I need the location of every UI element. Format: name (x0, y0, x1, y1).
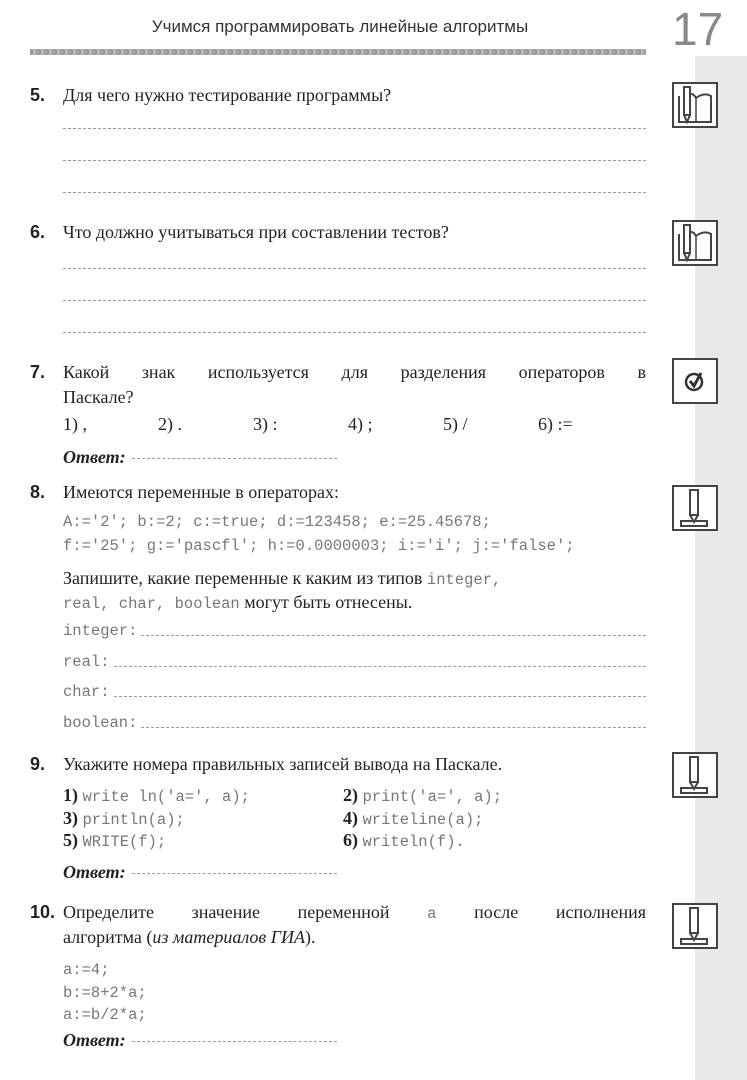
option[interactable]: 3) println(a); (63, 808, 185, 829)
answer-label: Ответ: (63, 447, 126, 467)
instruction (63, 566, 501, 593)
question-text: Что должно учитываться при составлении тестов? (63, 222, 449, 242)
option[interactable]: 4) ; (348, 414, 373, 434)
option[interactable]: 1) write ln('a=', a); (63, 785, 250, 806)
answer-label: Ответ: (63, 1030, 126, 1050)
pencil-icon (672, 903, 718, 949)
type-name: integer, (426, 571, 502, 589)
running-header: Учимся программировать линейные алгоритмы (151, 17, 529, 36)
option[interactable]: 6) := (538, 414, 573, 434)
pencil-book-icon (672, 82, 718, 128)
question-number: 7. (30, 362, 46, 382)
options-row (63, 412, 633, 437)
answer-row (63, 1028, 337, 1053)
option[interactable]: 2) . (158, 414, 182, 434)
option[interactable]: 3) : (253, 414, 278, 434)
integer-field[interactable] (63, 622, 646, 640)
code-line: a:=4; (63, 961, 110, 979)
answer-line[interactable] (63, 128, 646, 129)
answer-input[interactable] (132, 873, 337, 874)
pencil-icon (672, 752, 718, 798)
code-line: A:='2'; b:=2; c:=true; d:=123458; e:=25.45678; (63, 513, 491, 531)
checkmark-icon (672, 358, 718, 404)
question-number: 9. (30, 754, 46, 774)
answer-line[interactable] (63, 332, 646, 333)
pencil-icon (672, 485, 718, 531)
option[interactable]: 5) / (443, 414, 468, 434)
code-line: f:='25'; g:='pascfl'; h:=0.0000003; i:='i'; j:='false'; (63, 537, 575, 555)
header-divider (30, 49, 646, 55)
char-field[interactable] (63, 683, 646, 701)
option[interactable]: 5) WRITE(f); (63, 830, 167, 851)
question-number: 10. (30, 902, 56, 922)
answer-line[interactable] (63, 268, 646, 269)
question-text: алгоритма (из материалов ГИА). (63, 927, 316, 947)
field-label: char: (63, 683, 110, 701)
options-row (63, 828, 623, 855)
code-line: b:=8+2*a; (63, 984, 147, 1002)
question-text: Для чего нужно тестирование программы? (63, 85, 392, 105)
option[interactable]: 1) , (63, 414, 87, 434)
answer-line[interactable] (63, 160, 646, 161)
page-number: 17 (672, 3, 724, 55)
boolean-field[interactable] (63, 714, 646, 732)
real-field[interactable] (63, 653, 646, 671)
answer-input[interactable] (132, 1041, 337, 1042)
option[interactable]: 2) print('a=', a); (343, 785, 503, 806)
answer-line[interactable] (63, 192, 646, 193)
field-label: boolean: (63, 714, 138, 732)
pencil-book-icon (672, 220, 718, 266)
answer-row (63, 445, 337, 470)
field-label: real: (63, 653, 110, 671)
question-text: Какой знак используется для разделения операторов в (63, 362, 646, 382)
question-number: 6. (30, 222, 46, 242)
question-text: Укажите номера правильных записей вывода на Паскале. (63, 754, 503, 774)
question-text: Имеются переменные в операторах: (63, 482, 340, 502)
question-number: 5. (30, 85, 46, 105)
instruction-text: могут быть отнесены. (239, 592, 413, 612)
answer-input[interactable] (132, 458, 337, 459)
instruction-text: Запишите, какие переменные к каким из типов (63, 568, 427, 588)
answer-label: Ответ: (63, 862, 126, 882)
code-line: a:=b/2*a; (63, 1006, 147, 1024)
question-text: Паскале? (63, 387, 134, 407)
answer-line[interactable] (63, 300, 646, 301)
instruction (63, 590, 412, 617)
field-label: integer: (63, 622, 138, 640)
question-number: 8. (30, 482, 46, 502)
answer-row (63, 860, 337, 885)
type-names: real, char, boolean (63, 595, 240, 613)
option[interactable]: 6) writeln(f). (343, 830, 465, 851)
question-text: Определите значение переменной a после исполнения (63, 902, 646, 923)
option[interactable]: 4) writeline(a); (343, 808, 484, 829)
